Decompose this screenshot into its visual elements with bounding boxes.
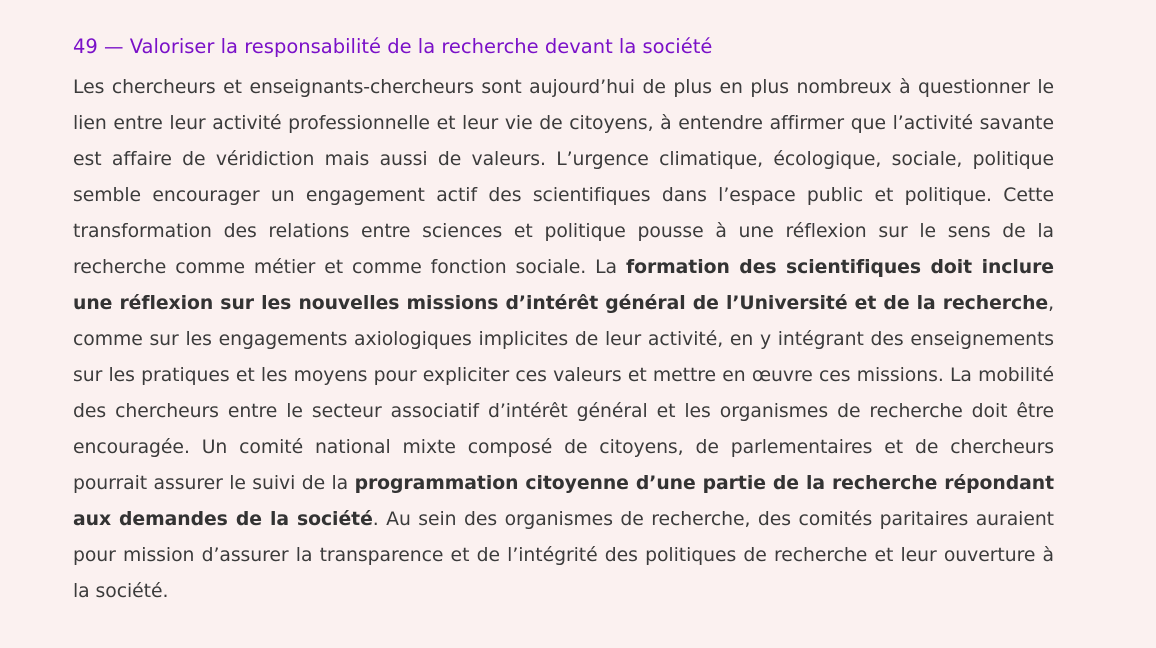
paragraph-text-2: , comme sur les engagements axiologiques implicites de leur activité, en y intégrant des enseignements sur les pratiques et les moyens pour expliciter ces valeurs et mettre en œuvre ces missions. La mobilité des chercheurs entre le secteur associatif d’intérêt général et les organismes de recherche doit être encouragée. Un comité national mixte composé de citoyens, de parlementaires et de chercheurs pourrait assurer le suivi de la: [73, 293, 1054, 494]
paragraph-emphasis-2: programmation citoyenne d’une partie de la recherche répondant aux demandes de la société: [73, 473, 1054, 530]
paragraph-text-3: . Au sein des organismes de recherche, des comités paritaires auraient pour mission d’assurer la transparence et de l’intégrité des politiques de recherche et leur ouverture à la société.: [73, 509, 1054, 602]
paragraph-text-1: Les chercheurs et enseignants-chercheurs sont aujourd’hui de plus en plus nombreux à questionner le lien entre leur activité professionnelle et leur vie de citoyens, à entendre affirmer que l’activité savante est affaire de véridiction mais aussi de valeurs. L’urgence climatique, écologique, sociale, politique semble encourager un engagement actif des scientifiques dans l’espace public et politique. Cette transformation des relations entre sciences et politique pousse à une réflexion sur le sens de la recherche comme métier et comme fonction sociale. La: [73, 77, 1054, 278]
section-paragraph: [73, 70, 1054, 610]
paragraph-emphasis-1: formation des scientifiques doit inclure une réflexion sur les nouvelles missions d’intérêt général de l’Université et de la recherche: [73, 257, 1054, 314]
section-heading: 49 — Valoriser la responsabilité de la recherche devant la société: [73, 35, 713, 58]
